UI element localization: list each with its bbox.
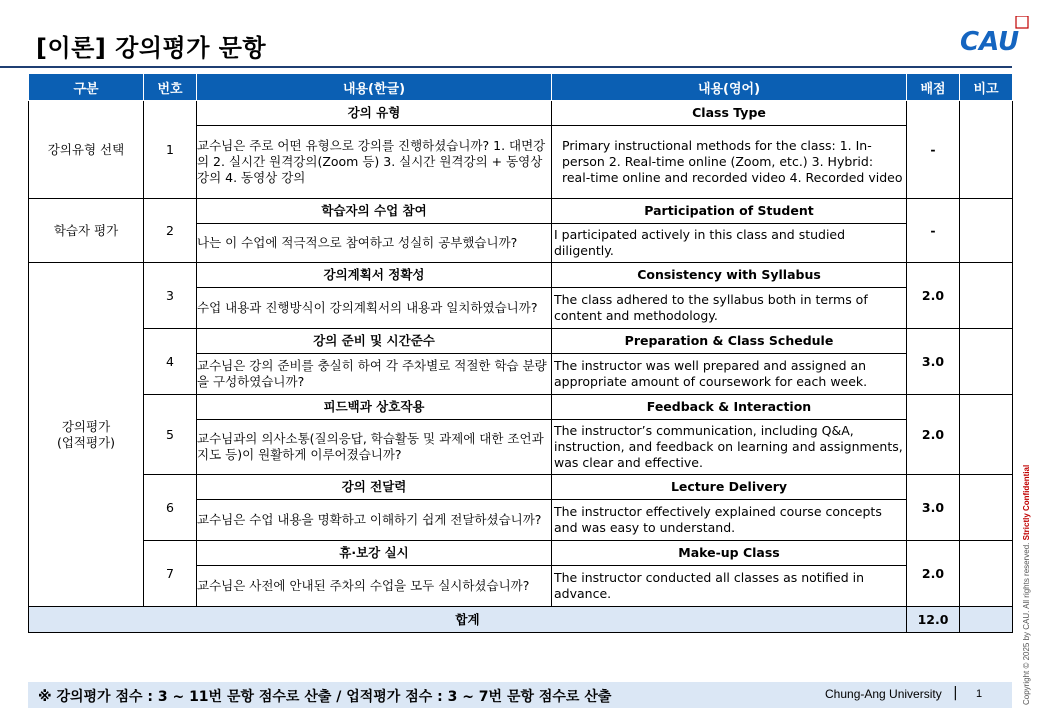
- table-header-row: [29, 74, 1013, 101]
- title-divider: [0, 66, 1012, 68]
- english-question: Primary instructional methods for the class: 1. In-person 2. Real-time online (Zoom, etc.) 3. Hybrid: real-time online and recorded video 4. Recorded video: [552, 126, 907, 199]
- category-cell: 강의유형 선택: [29, 101, 144, 199]
- number-cell: 7: [144, 541, 197, 607]
- score-cell: -: [907, 199, 960, 263]
- english-question: I participated actively in this class and studied diligently.: [552, 224, 907, 263]
- score-cell: 2.0: [907, 541, 960, 607]
- remarks-cell: [960, 329, 1013, 395]
- english-question: The instructor was well prepared and assigned an appropriate amount of coursework for each week.: [552, 354, 907, 395]
- korean-question: 교수님은 수업 내용을 명확하고 이해하기 쉽게 전달하셨습니까?: [197, 500, 552, 541]
- english-title: Feedback & Interaction: [552, 395, 907, 420]
- score-cell: 3.0: [907, 329, 960, 395]
- english-question: The class adhered to the syllabus both in terms of content and methodology.: [552, 288, 907, 329]
- korean-title: 강의 준비 및 시간준수: [197, 329, 552, 354]
- category-cell: 강의평가 (업적평가): [29, 263, 144, 607]
- column-header-score: 배점: [907, 74, 960, 101]
- korean-question: 수업 내용과 진행방식이 강의계획서의 내용과 일치하였습니까?: [197, 288, 552, 329]
- footer-separator: |: [953, 685, 958, 701]
- number-cell: 2: [144, 199, 197, 263]
- english-question: The instructor effectively explained course concepts and was easy to understand.: [552, 500, 907, 541]
- column-header-category: 구분: [29, 74, 144, 101]
- column-header-remarks: 비고: [960, 74, 1013, 101]
- number-cell: 1: [144, 101, 197, 199]
- english-title: Make-up Class: [552, 541, 907, 566]
- cau-logo: [958, 16, 1030, 56]
- number-cell: 4: [144, 329, 197, 395]
- english-title: Preparation & Class Schedule: [552, 329, 907, 354]
- page-title: [이론] 강의평가 문항: [36, 34, 267, 62]
- table-row: [29, 329, 1013, 354]
- remarks-cell: [960, 199, 1013, 263]
- remarks-cell: [960, 263, 1013, 329]
- korean-question: 교수님과의 의사소통(질의응답, 학습활동 및 과제에 대한 조언과 지도 등)이 원활하게 이루어졌습니까?: [197, 420, 552, 475]
- korean-title: 강의 전달력: [197, 475, 552, 500]
- column-header-number: 번호: [144, 74, 197, 101]
- korean-question: 교수님은 사전에 안내된 주차의 수업을 모두 실시하셨습니까?: [197, 566, 552, 607]
- korean-question: 교수님은 강의 준비를 충실히 하여 각 주차별로 적절한 학습 분량을 구성하였습니까?: [197, 354, 552, 395]
- korean-question: 나는 이 수업에 적극적으로 참여하고 성실히 공부했습니까?: [197, 224, 552, 263]
- copyright-text: Copyright © 2025 by CAU. All rights reserved.: [1022, 542, 1031, 705]
- column-header-english: 내용(영어): [552, 74, 907, 101]
- score-cell: 2.0: [907, 395, 960, 475]
- remarks-cell: [960, 541, 1013, 607]
- footer-bar: [28, 682, 1012, 708]
- korean-title: 강의 유형: [197, 101, 552, 126]
- number-cell: 5: [144, 395, 197, 475]
- table-row: [29, 395, 1013, 420]
- table-row: [29, 263, 1013, 288]
- university-name: Chung-Ang University: [825, 687, 942, 701]
- korean-title: 학습자의 수업 참여: [197, 199, 552, 224]
- number-cell: 3: [144, 263, 197, 329]
- number-cell: 6: [144, 475, 197, 541]
- page-number: 1: [976, 688, 983, 700]
- korean-title: 강의계획서 정확성: [197, 263, 552, 288]
- remarks-cell: [960, 101, 1013, 199]
- score-cell: -: [907, 101, 960, 199]
- english-title: Participation of Student: [552, 199, 907, 224]
- korean-title: 휴·보강 실시: [197, 541, 552, 566]
- remarks-cell: [960, 475, 1013, 541]
- table-row: [29, 199, 1013, 224]
- total-label: 합계: [29, 607, 907, 633]
- english-title: Consistency with Syllabus: [552, 263, 907, 288]
- score-cell: 2.0: [907, 263, 960, 329]
- logo-text: CAU: [960, 27, 1020, 56]
- table-row: [29, 101, 1013, 126]
- total-remarks: [960, 607, 1013, 633]
- evaluation-table: [28, 73, 1013, 633]
- korean-title: 피드백과 상호작용: [197, 395, 552, 420]
- total-score: 12.0: [907, 607, 960, 633]
- category-cell: 학습자 평가: [29, 199, 144, 263]
- confidential-label: Strictly Confidential: [1022, 464, 1031, 541]
- score-cell: 3.0: [907, 475, 960, 541]
- scoring-note: ※ 강의평가 점수 : 3 ~ 11번 문항 점수로 산출 / 업적평가 점수 : 3 ~ 7번 문항 점수로 산출: [38, 689, 612, 705]
- english-title: Lecture Delivery: [552, 475, 907, 500]
- total-row: [29, 607, 1013, 633]
- english-question: The instructor’s communication, including Q&A, instruction, and feedback on learning and assignments, was clear and effective.: [552, 420, 907, 475]
- table-row: [29, 475, 1013, 500]
- remarks-cell: [960, 395, 1013, 475]
- column-header-korean: 내용(한글): [197, 74, 552, 101]
- english-question: The instructor conducted all classes as notified in advance.: [552, 566, 907, 607]
- copyright-sidebar: [1022, 465, 1031, 705]
- english-title: Class Type: [552, 101, 907, 126]
- table-row: [29, 541, 1013, 566]
- korean-question: 교수님은 주로 어떤 유형으로 강의를 진행하셨습니까? 1. 대면강의 2. 실시간 원격강의(Zoom 등) 3. 실시간 원격강의 + 동영상 강의 4. 동영상 강의: [197, 126, 552, 199]
